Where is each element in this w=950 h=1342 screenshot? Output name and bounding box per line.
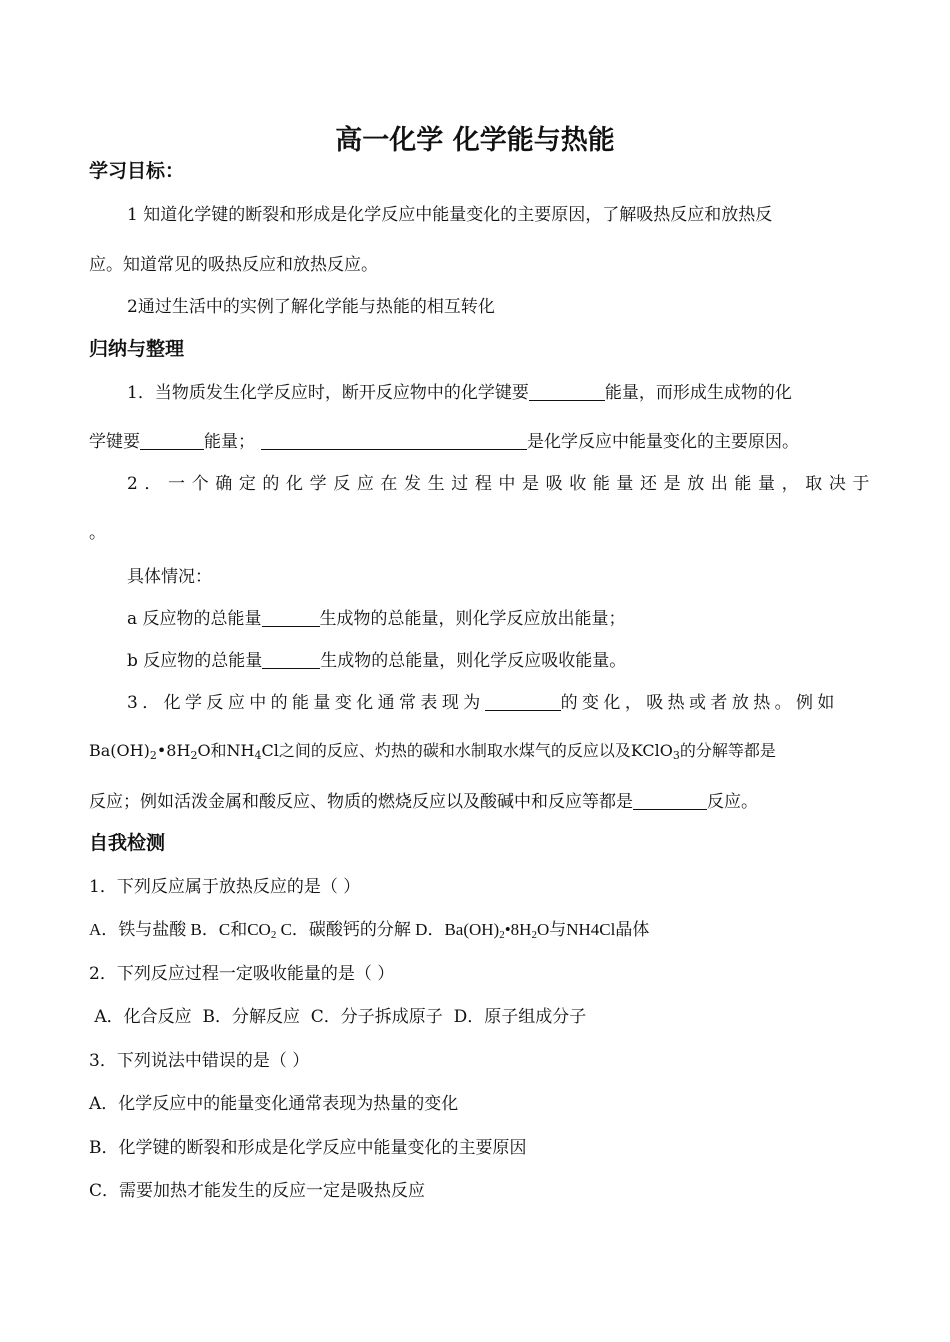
q1-options-c: •8H [504, 920, 532, 939]
document-title: 高一化学 化学能与热能 [335, 125, 615, 156]
question-3-option-a: A．化学反应中的能量变化通常表现为热量的变化 [89, 1094, 459, 1114]
specific-cases-label: 具体情况： [127, 567, 212, 587]
fill-blank [262, 650, 320, 669]
subscript: 4 [254, 749, 262, 762]
question-2-options: A．化合反应 B．分解反应 C．分子拆成原子 D．原子组成分子 [89, 1007, 587, 1027]
self-check-heading: 自我检测 [89, 832, 166, 854]
summary-item-1 [127, 378, 862, 403]
fill-blank [262, 608, 320, 627]
case-b-text-a: b 反应物的总能量 [127, 651, 263, 671]
summary-item-3-line-2 [89, 738, 862, 762]
summary-item-2: 2．一个确定的化学反应在发生过程中是吸收能量还是放出能量，取决于 [127, 474, 877, 494]
subscript: 2 [499, 929, 505, 941]
fill-blank [140, 431, 204, 450]
question-3-option-c: C．需要加热才能发生的反应一定是吸热反应 [89, 1181, 426, 1201]
subscript: 2 [149, 749, 157, 762]
subscript: 2 [531, 929, 537, 941]
subscript: 3 [672, 749, 680, 762]
case-a-text-a: a 反应物的总能量 [127, 609, 262, 629]
fill-blank [633, 791, 707, 810]
item-1-text-d: 能量； [204, 432, 255, 452]
item-3-text-a: 3．化学反应中的能量变化通常表现为 [127, 693, 485, 713]
q1-options-a: A．铁与盐酸 B．C和CO [89, 920, 271, 939]
item-1-text-b: 能量，而形成生成物的化 [604, 383, 792, 403]
question-3-option-b: B．化学键的断裂和形成是化学反应中能量变化的主要原因 [89, 1138, 527, 1158]
question-2: 2．下列反应过程一定吸收能量的是（ ） [89, 964, 395, 984]
case-b-text-b: 生成物的总能量，则化学反应吸收能量。 [320, 651, 627, 671]
item-1-text-e: 是化学反应中能量变化的主要原因。 [527, 432, 799, 452]
question-1-options [89, 915, 862, 941]
formula-water-of-crystallization: •8H [156, 741, 191, 760]
formula-ammonium: O和NH [197, 741, 255, 760]
question-1: 1．下列反应属于放热反应的是（ ） [89, 877, 361, 897]
subscript: 2 [190, 749, 198, 762]
formula-barium-hydroxide: Ba(OH) [89, 741, 150, 760]
summary-item-3 [127, 688, 862, 713]
summary-item-1-continued [89, 427, 862, 452]
question-3: 3．下列说法中错误的是（ ） [89, 1051, 310, 1071]
fill-blank [485, 692, 561, 711]
summary-item-3-line-3 [89, 787, 862, 812]
item-1-text-c: 学键要 [89, 432, 140, 452]
item-3-reactions-text: Cl之间的反应、灼热的碳和水制取水煤气的反应以及KClO [261, 741, 673, 760]
item-3-text-d: 反应。 [707, 792, 758, 812]
subscript: 2 [270, 929, 277, 941]
item-3-text-b: 的变化，吸热或者放热。例如 [560, 693, 839, 713]
item-1-text-a: 1．当物质发生化学反应时，断开反应物中的化学键要 [127, 383, 529, 403]
case-a-text-b: 生成物的总能量，则化学反应放出能量； [319, 609, 626, 629]
q1-options-d: O与NH4Cl晶体 [536, 920, 650, 939]
goal-1-line: 1 知道化学键的断裂和形成是化学反应中能量变化的主要原因，了解吸热反应和放热反 [127, 205, 773, 225]
q1-options-b: C．碳酸钙的分解 D．Ba(OH) [276, 920, 500, 939]
fill-blank [261, 431, 527, 450]
summary-heading: 归纳与整理 [89, 338, 185, 360]
learning-goals-heading: 学习目标： [89, 160, 185, 182]
goal-2-line: 2通过生活中的实例了解化学能与热能的相互转化 [127, 297, 495, 317]
fill-blank [529, 382, 605, 401]
case-a-line [127, 604, 862, 629]
item-3-line-2-end: 的分解等都是 [679, 741, 776, 760]
case-b-line [127, 646, 862, 671]
summary-item-2-end: 。 [89, 523, 106, 543]
goal-1-line-continued: 应。知道常见的吸热反应和放热反应。 [89, 255, 378, 275]
item-3-text-c: 反应；例如活泼金属和酸反应、物质的燃烧反应以及酸碱中和反应等都是 [89, 792, 633, 812]
